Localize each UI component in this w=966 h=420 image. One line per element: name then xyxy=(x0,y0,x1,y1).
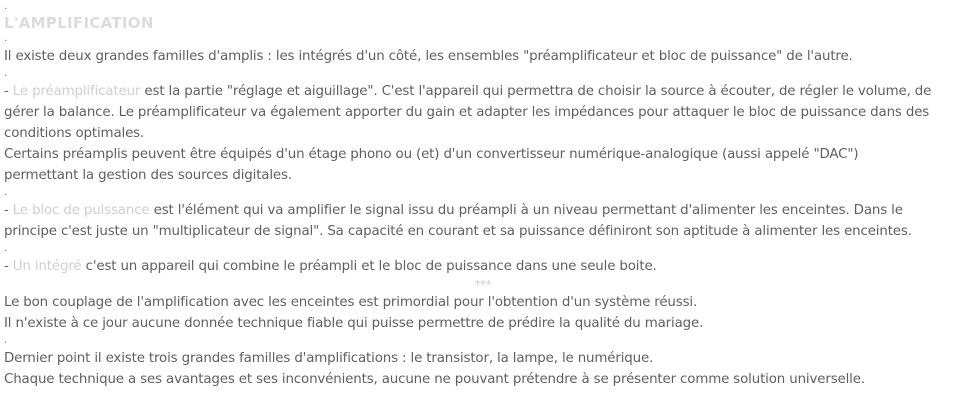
integrated-paragraph xyxy=(4,256,962,277)
preamp-phono-line2: permettant la gestion des sources digitales. xyxy=(4,168,292,183)
page-title: L'AMPLIFICATION xyxy=(4,14,154,32)
power-text-line2: principe c'est juste un "multiplicateur de signal". Sa capacité en courant et sa puissance définiront son aptitude à alimenter les enceintes. xyxy=(4,224,912,239)
preamp-text-line2: gérer la balance. Le préamplificateur va également apporter du gain et adapter les impédances pour attaquer le bloc de puissance dans des xyxy=(4,105,930,120)
spacer-dot: . xyxy=(4,1,8,12)
integrated-term: Un intégré xyxy=(12,259,82,274)
bullet-dash: - xyxy=(4,259,13,274)
power-paragraph xyxy=(4,200,962,242)
coupling-line1: Le bon couplage de l'amplification avec les enceintes est primordial pour l'obtention d'un système réussi. xyxy=(4,295,698,310)
preamp-text-line3: conditions optimales. xyxy=(4,126,145,141)
families-line2: Chaque technique a ses avantages et ses inconvénients, aucune ne pouvant prétendre à se présenter comme solution universelle. xyxy=(4,372,865,387)
preamp-phono-line1: Certains préamplis peuvent être équipés d'un étage phono ou (et) d'un convertisseur numérique-analogique (aussi appelé "DAC") xyxy=(4,147,859,162)
intro-paragraph: Il existe deux grandes familles d'amplis : les intégrés d'un côté, les ensembles "préamplificateur et bloc de puissance" de l'autre. xyxy=(4,49,853,64)
spacer-dot: . xyxy=(4,335,8,346)
coupling-line2: Il n'existe à ce jour aucune donnée technique fiable qui puisse permettre de prédire la qualité du mariage. xyxy=(4,316,704,331)
spacer-dot: . xyxy=(4,187,8,198)
bullet-dash: - xyxy=(4,203,13,218)
coupling-paragraph xyxy=(4,292,962,334)
power-text-line1: est l'élément qui va amplifier le signal issu du préampli à un niveau permettant d'alimenter les enceintes. Dans le xyxy=(149,203,903,218)
spacer-dot: . xyxy=(4,243,8,254)
article xyxy=(4,0,962,390)
bullet-dash: - xyxy=(4,84,13,99)
preamp-text-line1: est la partie "réglage et aiguillage". C'est l'appareil qui permettra de choisir la source à écouter, de régler le volume, de xyxy=(140,84,932,99)
families-line1: Dernier point il existe trois grandes familles d'amplifications : le transistor, la lampe, le numérique. xyxy=(4,351,654,366)
families-paragraph xyxy=(4,348,962,390)
spacer-dot: . xyxy=(4,33,8,44)
section-separator: *** xyxy=(474,278,492,291)
integrated-text: c'est un appareil qui combine le préampli et le bloc de puissance dans une seule boite. xyxy=(81,259,657,274)
spacer-dot: . xyxy=(4,68,8,79)
power-term: Le bloc de puissance xyxy=(12,203,150,218)
preamp-paragraph xyxy=(4,81,962,186)
preamp-term: Le préamplificateur xyxy=(12,84,141,99)
